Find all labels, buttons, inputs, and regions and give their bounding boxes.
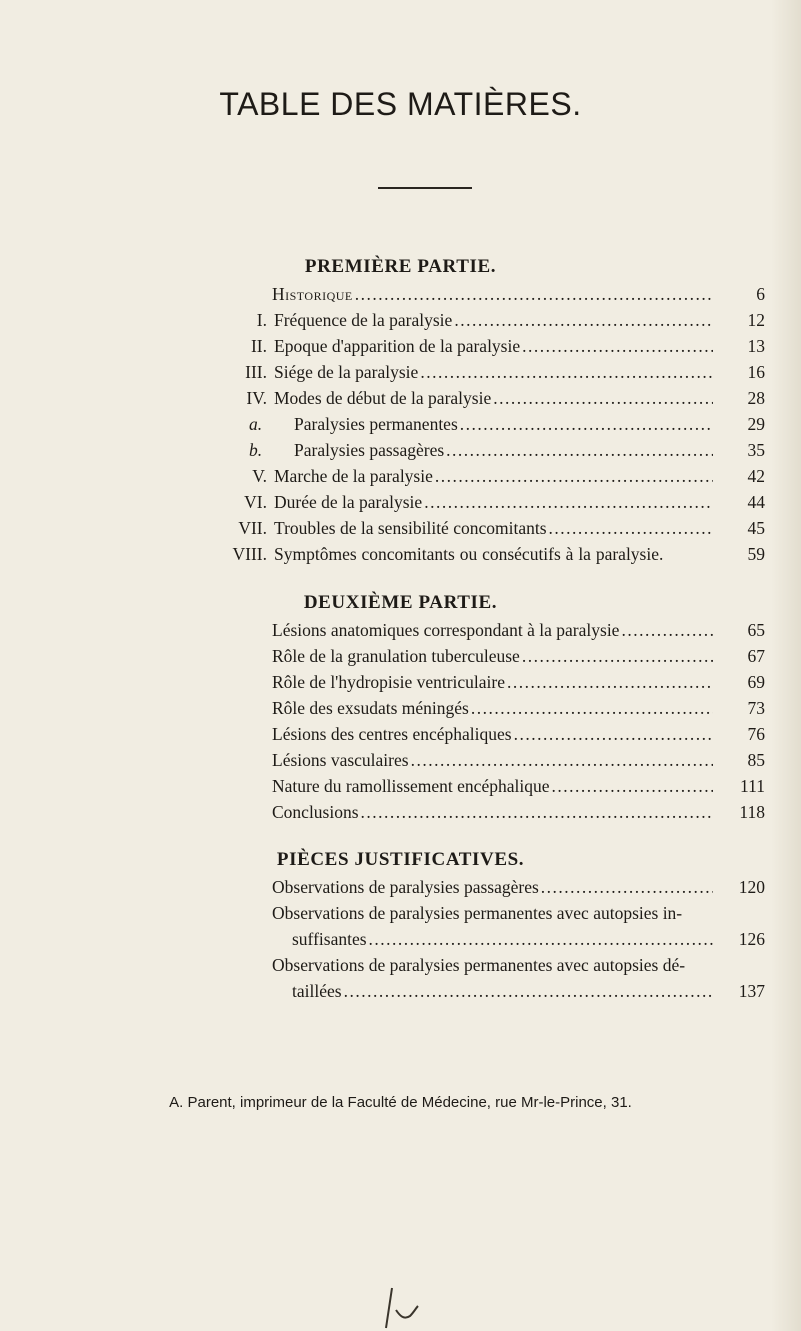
- part1-heading: PREMIÈRE PARTIE.: [304, 256, 497, 277]
- toc-entry: [0, 773, 801, 799]
- toc-entry-text: Marche de la paralysie: [274, 466, 433, 486]
- toc-entry-page: 28: [747, 388, 765, 408]
- toc-entry-text: Rôle de l'hydropisie ventriculaire: [272, 672, 506, 692]
- toc-entry: [0, 541, 801, 567]
- toc-entry: [0, 463, 801, 489]
- toc-entry: [0, 874, 801, 900]
- toc-entry-text: Lésions vasculaires: [272, 750, 409, 770]
- toc-entry-page: 73: [747, 698, 765, 718]
- toc-entry: [0, 489, 801, 515]
- toc-entry-number: VII.: [238, 518, 267, 538]
- toc-entry: [0, 437, 801, 463]
- toc-entry-number: I.: [256, 310, 267, 330]
- toc-entry-page: 69: [747, 672, 765, 692]
- toc-entry-page: 6: [756, 284, 765, 304]
- toc-entry: [0, 333, 801, 359]
- toc-entry-page: 35: [747, 440, 765, 460]
- toc-entry-number: a.: [249, 414, 263, 434]
- toc-entry-page: 59: [747, 544, 765, 564]
- toc-entry-page: 137: [738, 981, 765, 1001]
- toc-entry-page: 118: [739, 802, 765, 822]
- toc-entry: [0, 307, 801, 333]
- toc-entry-number: VI.: [244, 492, 267, 512]
- toc-entry: [0, 411, 801, 437]
- toc-entry-number: VIII.: [232, 544, 267, 564]
- toc-entry-page: 85: [747, 750, 765, 770]
- toc-entry-text: suffisantes: [292, 929, 367, 949]
- toc-entry-text: Epoque d'apparition de la paralysie: [274, 336, 521, 356]
- toc-entry: [0, 617, 801, 643]
- part2-heading: DEUXIÈME PARTIE.: [303, 592, 498, 613]
- toc-entry-page: 111: [740, 776, 765, 796]
- toc-entry: [0, 926, 801, 952]
- toc-entry-text: Fréquence de la paralysie: [274, 310, 453, 330]
- toc-entry: [0, 799, 801, 825]
- toc-entry-page: 16: [747, 362, 765, 382]
- toc-entry-text: Lésions anatomiques correspondant à la paralysie: [272, 620, 620, 640]
- toc-entry-text: Nature du ramollissement encéphalique: [272, 776, 550, 796]
- toc-entry: [0, 359, 801, 385]
- toc-entry-page: 126: [738, 929, 765, 949]
- toc-entry-number: III.: [245, 362, 267, 382]
- toc-entry-text: Rôle de la granulation tuberculeuse: [272, 646, 520, 666]
- toc-entry-text: Symptômes concomitants ou consécutifs à la paralysie.: [274, 544, 664, 564]
- toc-entry-number: II.: [250, 336, 267, 356]
- handwritten-mark-icon: [370, 1280, 430, 1330]
- toc-entry-page: 65: [747, 620, 765, 640]
- toc-entry-page: 13: [747, 336, 765, 356]
- toc-entry-text: Historique: [272, 284, 353, 304]
- toc-entry-page: 67: [747, 646, 765, 666]
- toc-entry-number: IV.: [246, 388, 267, 408]
- printer-imprint: A. Parent, imprimeur de la Faculté de Médecine, rue Mr-le-Prince, 31.: [169, 1094, 632, 1111]
- toc-entry-text: Conclusions: [272, 802, 359, 822]
- toc-entry-text: Paralysies passagères: [294, 440, 445, 460]
- toc-entry-text: Durée de la paralysie: [274, 492, 423, 512]
- part3-heading: PIÈCES JUSTIFICATIVES.: [276, 849, 525, 870]
- toc-entry-text: Paralysies permanentes: [294, 414, 458, 434]
- toc-entry-first-line: Observations de paralysies permanentes avec autopsies dé-: [272, 955, 686, 975]
- toc-entry-page: 120: [738, 877, 765, 897]
- toc-entry: [0, 281, 801, 307]
- toc-entry-text: Lésions des centres encéphaliques: [272, 724, 512, 744]
- toc-entry-text: Siége de la paralysie: [274, 362, 419, 382]
- toc-entry-text: Observations de paralysies passagères: [272, 877, 539, 897]
- toc-entry: [0, 747, 801, 773]
- toc-entry-page: 12: [747, 310, 765, 330]
- toc-entry: [0, 515, 801, 541]
- toc-entry-page: 45: [747, 518, 765, 538]
- toc-entry-page: 44: [747, 492, 765, 512]
- toc-entry-page: 42: [747, 466, 765, 486]
- page-title: TABLE DES MATIÈRES.: [219, 86, 582, 122]
- toc-entry-first-line: Observations de paralysies permanentes avec autopsies in-: [272, 903, 683, 923]
- toc-entry-number: b.: [249, 440, 263, 460]
- toc-entry: [0, 978, 801, 1004]
- title-rule: [378, 187, 472, 189]
- toc-entry-text: Rôle des exsudats méningés: [272, 698, 469, 718]
- toc-entry: [0, 695, 801, 721]
- toc-entry: [0, 721, 801, 747]
- toc-entry-text: Troubles de la sensibilité concomitants: [274, 518, 547, 538]
- toc-entry: [0, 669, 801, 695]
- toc-entry-page: 29: [747, 414, 765, 434]
- toc-entry-page: 76: [747, 724, 765, 744]
- toc-entry: [0, 643, 801, 669]
- toc-entry: [0, 385, 801, 411]
- toc-entry-text: taillées: [292, 981, 342, 1001]
- toc-entry-number: V.: [252, 466, 267, 486]
- toc-entry-text: Modes de début de la paralysie: [274, 388, 492, 408]
